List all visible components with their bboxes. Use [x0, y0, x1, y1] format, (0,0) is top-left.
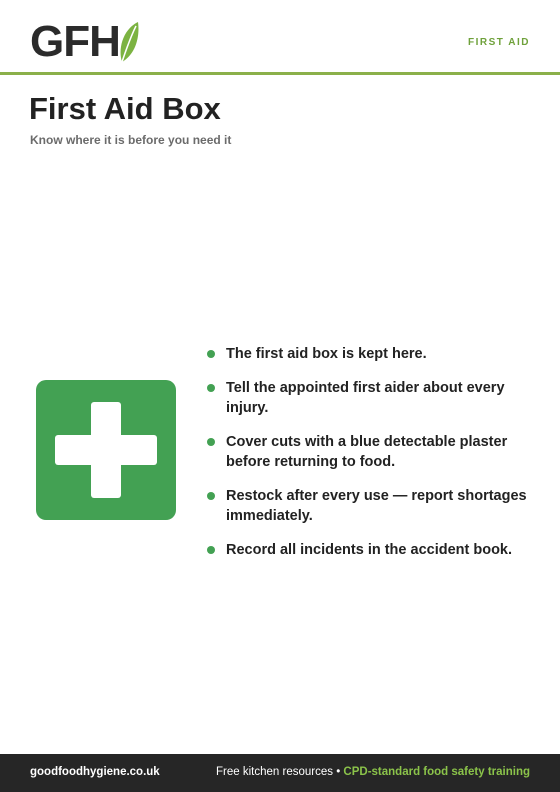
- bullet-dot-icon: [207, 438, 215, 446]
- gfh-logo: [30, 17, 142, 66]
- page-header: [0, 0, 560, 74]
- footer-tagline-prefix: Free kitchen resources •: [216, 766, 344, 778]
- list-item-text: Restock after every use — report shortages immediately.: [226, 488, 527, 524]
- list-item-text: Record all incidents in the accident book.: [226, 542, 513, 558]
- cross-horizontal-bar: [55, 435, 157, 465]
- footer-tagline: [216, 766, 530, 778]
- list-item-text: Tell the appointed first aider about every injury.: [226, 380, 505, 416]
- footer-tagline-highlight: CPD-standard food safety training: [343, 766, 530, 778]
- page-footer: [0, 754, 560, 792]
- list-item: [206, 344, 536, 364]
- page-title: First Aid Box: [29, 91, 221, 126]
- header-category-tag: FIRST AID: [467, 37, 530, 48]
- list-item-text: Cover cuts with a blue detectable plaster before returning to food.: [226, 434, 508, 470]
- bullet-dot-icon: [207, 492, 215, 500]
- instruction-list: [206, 344, 536, 574]
- leaf-icon: [116, 20, 142, 64]
- page-subtitle: Know where it is before you need it: [30, 133, 232, 147]
- first-aid-cross-icon: [36, 380, 176, 520]
- bullet-dot-icon: [207, 350, 215, 358]
- list-item: [206, 432, 536, 472]
- list-item-text: The first aid box is kept here.: [226, 346, 427, 362]
- list-item: [206, 378, 536, 418]
- header-divider: [0, 72, 560, 75]
- footer-website: goodfoodhygiene.co.uk: [30, 766, 160, 778]
- list-item: [206, 540, 536, 560]
- logo-text: GFH: [30, 17, 120, 66]
- bullet-dot-icon: [207, 546, 215, 554]
- list-item: [206, 486, 536, 526]
- bullet-dot-icon: [207, 384, 215, 392]
